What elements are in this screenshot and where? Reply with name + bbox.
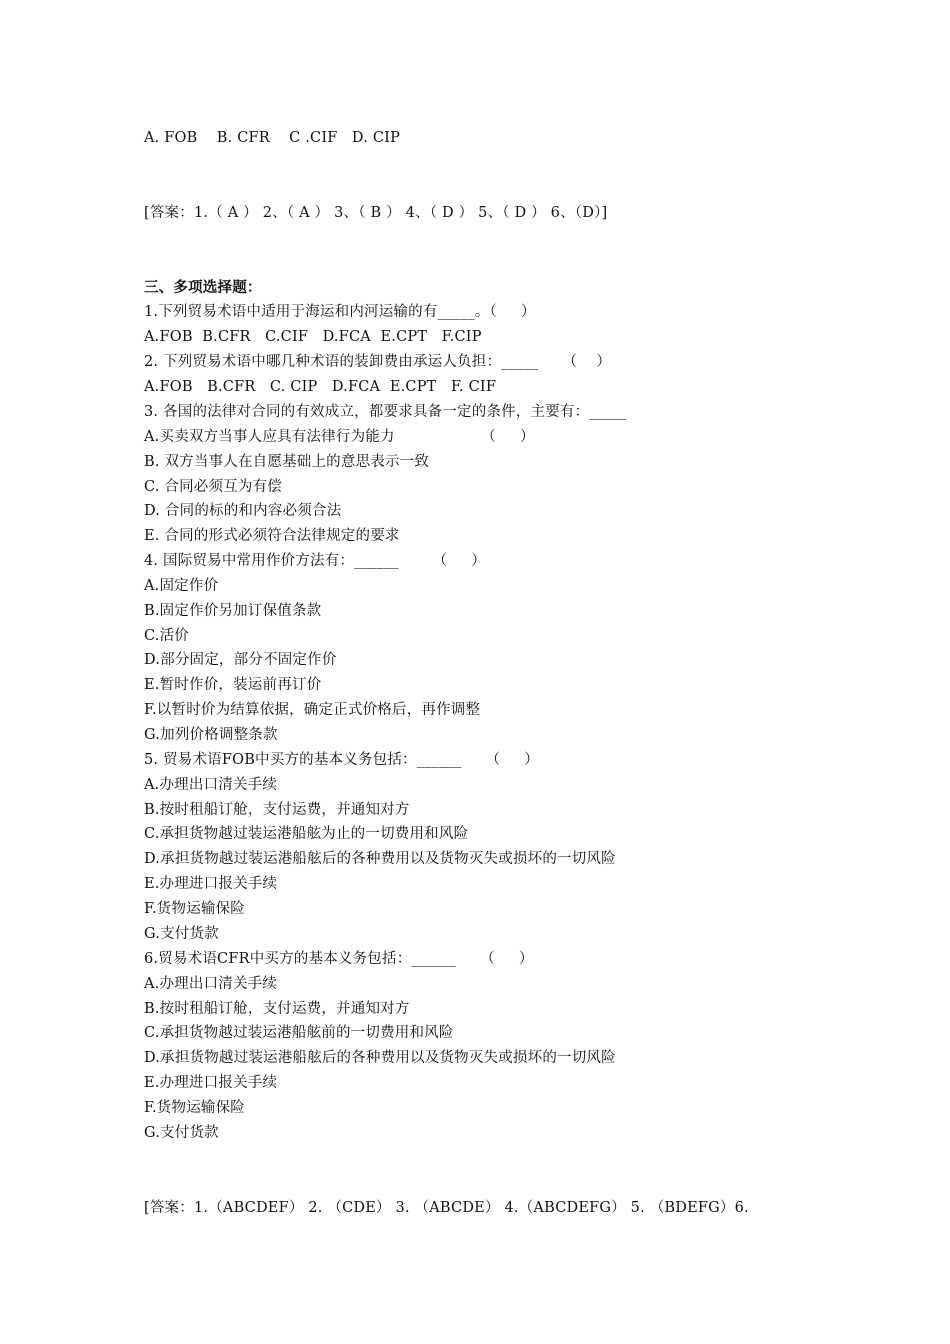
q4-option-g: G.加列价格调整条款 bbox=[144, 727, 278, 743]
q3-option-e: E. 合同的形式必须符合法律规定的要求 bbox=[144, 528, 400, 544]
q4-option-c: C.活价 bbox=[144, 628, 189, 644]
q6-option-g: G.支付货款 bbox=[144, 1125, 219, 1141]
q3-option-c: C. 合同必须互为有偿 bbox=[144, 479, 282, 495]
section2-options-line: A. FOB B. CFR C .CIF D. CIP bbox=[144, 130, 401, 146]
q2-stem: 2. 下列贸易术语中哪几种术语的装卸费由承运人负担：_____ （ ） bbox=[144, 354, 612, 370]
q6-option-e: E.办理进口报关手续 bbox=[144, 1075, 278, 1091]
q4-stem: 4. 国际贸易中常用作价方法有：______ （ ） bbox=[144, 553, 486, 569]
q2-options: A.FOB B.CFR C. CIP D.FCA E.CPT F. CIF bbox=[144, 379, 497, 395]
q1-stem: 1.下列贸易术语中适用于海运和内河运输的有_____。（ ） bbox=[144, 304, 536, 320]
q4-option-b: B.固定作价另加订保值条款 bbox=[144, 603, 322, 619]
q5-option-c: C.承担货物越过装运港船舷为止的一切费用和风险 bbox=[144, 826, 469, 842]
q5-stem: 5. 贸易术语FOB中买方的基本义务包括：______ （ ） bbox=[144, 752, 539, 768]
q3-option-a: A.买卖双方当事人应具有法律行为能力 （ ） bbox=[144, 429, 535, 445]
q3-stem: 3. 各国的法律对合同的有效成立，都要求具备一定的条件，主要有：_____ bbox=[144, 404, 627, 420]
q6-option-b: B.按时租船订舱，支付运费，并通知对方 bbox=[144, 1001, 410, 1017]
q6-option-c: C.承担货物越过装运港船舷前的一切费用和风险 bbox=[144, 1025, 454, 1041]
q4-option-e: E.暂时作价，装运前再订价 bbox=[144, 677, 322, 693]
q3-option-b: B. 双方当事人在自愿基础上的意思表示一致 bbox=[144, 454, 430, 470]
q4-option-f: F.以暂时价为结算依据，确定正式价格后，再作调整 bbox=[144, 702, 481, 718]
q4-option-d: D.部分固定，部分不固定作价 bbox=[144, 652, 337, 668]
q6-option-a: A.办理出口清关手续 bbox=[144, 976, 278, 992]
q5-option-e: E.办理进口报关手续 bbox=[144, 876, 278, 892]
q5-option-d: D.承担货物越过装运港船舷后的各种费用以及货物灭失或损坏的一切风险 bbox=[144, 851, 616, 867]
q1-options: A.FOB B.CFR C.CIF D.FCA E.CPT F.CIP bbox=[144, 329, 482, 345]
q5-option-f: F.货物运输保险 bbox=[144, 901, 246, 917]
q3-option-d: D. 合同的标的和内容必须合法 bbox=[144, 503, 342, 519]
q6-stem: 6.贸易术语CFR中买方的基本义务包括：______ （ ） bbox=[144, 951, 534, 967]
section3-answers: [答案：1.（ABCDEF） 2. （CDE） 3. （ABCDE） 4.（ABCDEFG） 5. （BDEFG）6. bbox=[144, 1200, 749, 1216]
section2-answers: [答案：1.（ A ） 2、（ A ） 3、（ B ） 4、（ D ） 5、（ D ） 6、（D）] bbox=[144, 205, 608, 221]
q4-option-a: A.固定作价 bbox=[144, 578, 219, 594]
section3-heading: 三、多项选择题： bbox=[144, 280, 262, 296]
q5-option-a: A.办理出口清关手续 bbox=[144, 777, 278, 793]
q6-option-f: F.货物运输保险 bbox=[144, 1100, 246, 1116]
q6-option-d: D.承担货物越过装运港船舷后的各种费用以及货物灭失或损坏的一切风险 bbox=[144, 1050, 616, 1066]
q5-option-g: G.支付货款 bbox=[144, 926, 219, 942]
q5-option-b: B.按时租船订舱，支付运费，并通知对方 bbox=[144, 802, 410, 818]
